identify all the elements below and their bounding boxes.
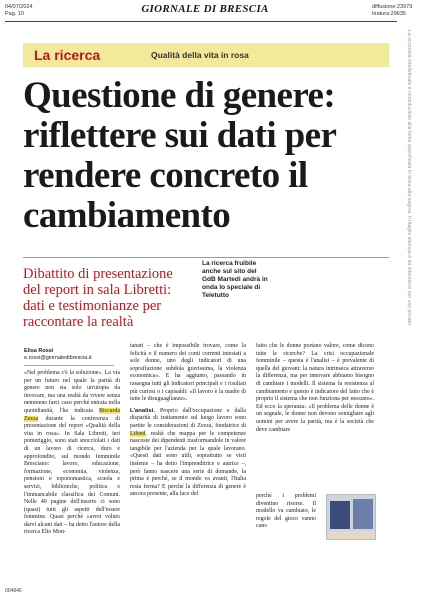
article-headline: Questione di genere: riflettere sui dati per rendere concreto il cambiamento: [23, 75, 336, 236]
highlighted-name: Riccarda Zezza: [24, 407, 120, 422]
conference-photo: [326, 494, 376, 540]
header-divider: [5, 21, 397, 22]
section-banner: [23, 43, 389, 67]
headline-divider: [23, 257, 389, 258]
highlighted-company: Lifeed: [130, 430, 146, 437]
section-subtitle: Qualità della vita in rosa: [151, 50, 249, 60]
circulation-info: [372, 4, 412, 18]
rights-notice: La proprietà intellettuale è riconducibile alla fonte specificata in testa alla pagina. Il ritaglio stampa è da intendersi per uso privato: [406, 30, 412, 325]
newspaper-masthead: GIORNALE DI BRESCIA: [141, 3, 269, 15]
photo-floor: [327, 531, 375, 539]
body-text: tanari – che è impossibile trovare, come la felicità o il numero dei conti correnti intestati a sole donne, uno degli indicatori di una sopraffazione subdola gravissima, la violenza economica». E ha aggiunto, passando in rassegna tutti gli indicatori principali e i risultati più curiosi o i capisaldi: «Il lavoro è la madre di tutte le disuguaglianze».: [130, 343, 246, 403]
body-text: , realtà che mappa per le competenze nascoste dei dipendenti trasformandole in valore tangibile per l'azienda per la quale lavorano. «Questi dati sono utili, soprattutto se visti insieme – ha detto l'imprenditrice e autrice –, però fanno nascere una serie di domande, la prima è perché, se il mondo va avanti, l'Italia resta ferma? E perché la differenza di genere è ancora presente, alla luce del: [130, 430, 246, 498]
body-text: Proprio dall'occupazione e dalla disparità di trattamento sul luogo lavoro sono partite le considerazioni di Zezza, fondatrice di: [130, 407, 246, 429]
print-run: tiratura:29635: [372, 11, 406, 17]
body-column-3-continued: [256, 493, 316, 530]
body-column-2: [130, 343, 246, 588]
page-number: Pag. 10: [5, 11, 24, 17]
body-text: durante la conferenza di presentazione del report «Qualità della vita in rosa». In Sala Libretti, ieri pomeriggio, sono stati snocciolati i dati di un lavoro di ricerca, duro e approfondito, sul mondo femminile Bresciano: lavoro, educazione, formazione, economia, violenza, pensioni e toponomastica, scuola e servizi, biblioteche, politica e l'immancabile classifica dei Comuni. Nelle 40 pagine dell'inserto ci sono (quasi) tutti gli aspetti dell'essere femmine. Quasi perché «avrei voluto darvi alcuni dati – ha detto l'autore della ricerca Elio Mon-: [24, 415, 120, 536]
article-aside: La ricerca fruibile anche sul sito del GdB Martedì andrà in onda lo speciale di Teletutto: [202, 260, 268, 299]
byline: [24, 348, 92, 362]
article-deck: Dibattito di presentazione del report in sala Libretti: dati e testimonianze per raccontare la realtà: [23, 266, 173, 330]
photo-screen-right: [353, 499, 373, 529]
body-text: «Nel problema c'è la soluzione». La via per un futuro nel quale la parità di genere non sia solo un'utopia da invocare, ma una realtà da vivere senza nemmeno farci caso perché entrata nella quotidianità, l'ha indicata: [24, 370, 120, 414]
edition-date: 04/07/2024: [5, 4, 33, 10]
edition-info: [5, 4, 33, 18]
circulation: diffusione:23979: [372, 4, 413, 10]
body-text: fatto che le donne portano valore, come dicono tutte le ricerche? La crisi occupazionale femminile – questa è l'analisi – è prevalente di quella del giovani: la natura intrinseca attraverso la differenza, ma per innovare abbiamo bisogno di cambiare i modelli. Il sistema fa resistenza al cambiamento e questo è indicatore del fatto che è proprio il sistema che non funziona per nessuno». Ed ecco la speranza: «Il problema delle donne è un segnale, le donne non devono somigliare agli uomini per avere la parità, ma è la società che deve cambiare: [256, 343, 374, 433]
author-email: e.rossi@giornaledibrescia.it: [24, 355, 92, 361]
body-text: perché i problemi diventino risorse. Il modello va cambiato, le regole del gioco vanno cam-: [256, 493, 316, 530]
body-column-1: [24, 370, 120, 588]
page-footer-code: 004846: [5, 588, 22, 594]
author-name: Elisa Rossi: [24, 348, 54, 354]
section-tag: La ricerca: [34, 47, 101, 63]
body-column-3: [256, 343, 374, 488]
byline-divider: [24, 365, 114, 366]
photo-screen-left: [330, 501, 350, 529]
subhead-lead: L'analisi.: [130, 407, 155, 414]
